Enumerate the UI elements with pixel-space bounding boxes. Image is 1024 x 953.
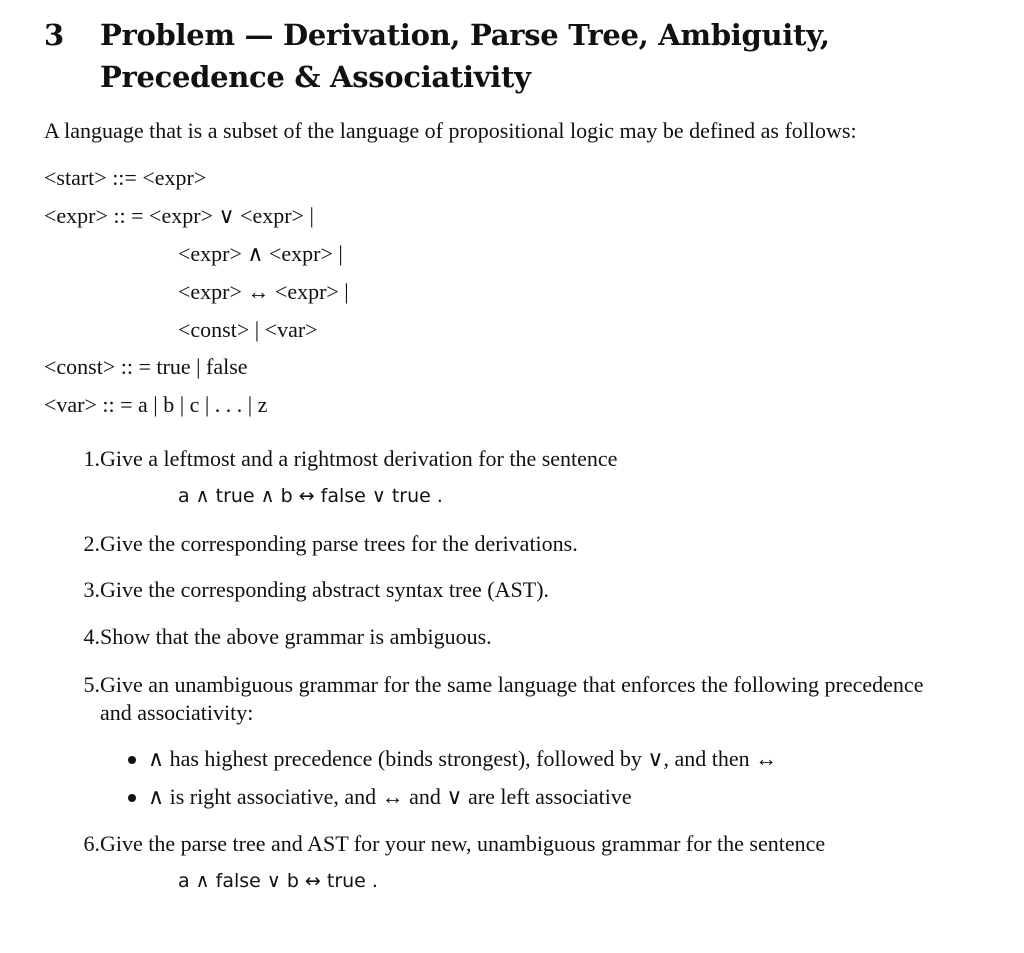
- intro-paragraph: A language that is a subset of the language of propositional logic may be defined as follows:: [44, 118, 857, 143]
- grammar-rule-expr-alt-iff: <expr> ↔ <expr> |: [178, 279, 349, 304]
- question-6-sentence: a ∧ false ∨ b ↔ true .: [178, 870, 378, 892]
- question-2: [70, 530, 970, 558]
- question-text: Give an unambiguous grammar for the same language that enforces the following precedence and associativity:: [100, 672, 924, 725]
- grammar-rule-expr-alt-and: <expr> ∧ <expr> |: [178, 241, 343, 266]
- grammar-rule-start: <start> ::= <expr>: [44, 165, 207, 190]
- grammar-rule-var: <var> :: = a | b | c | . . . | z: [44, 392, 268, 417]
- question-text: Give a leftmost and a rightmost derivation for the sentence: [100, 446, 618, 471]
- bullet-dot: [128, 794, 136, 802]
- question-text: Give the corresponding parse trees for the derivations.: [100, 531, 578, 556]
- question-marker: 5.: [83, 672, 100, 697]
- bullet-item: [128, 745, 948, 773]
- question-4: [70, 623, 970, 651]
- question-text: Give the corresponding abstract syntax tree (AST).: [100, 577, 550, 602]
- question-1-sentence: a ∧ true ∧ b ↔ false ∨ true .: [178, 485, 443, 507]
- question-marker: 2.: [83, 531, 100, 556]
- bullet-item: [128, 783, 948, 811]
- question-text: Give the parse tree and AST for your new, unambiguous grammar for the sentence: [100, 831, 826, 856]
- question-marker: 1.: [83, 446, 100, 471]
- question-5: [70, 671, 970, 727]
- question-marker: 4.: [83, 624, 100, 649]
- question-text: Show that the above grammar is ambiguous.: [100, 624, 492, 649]
- section-number: 3: [44, 18, 64, 52]
- question-marker: 3.: [83, 577, 100, 602]
- grammar-rule-expr-alt-const-var: <const> | <var>: [178, 317, 318, 342]
- question-6: [70, 830, 970, 858]
- grammar-rule-const: <const> :: = true | false: [44, 354, 248, 379]
- bullet-text: ∧ is right associative, and ↔ and ∨ are left associative: [148, 784, 632, 809]
- question-1: [70, 445, 970, 473]
- grammar-rule-expr: <expr> :: = <expr> ∨ <expr> |: [44, 203, 314, 228]
- bullet-dot: [128, 756, 136, 764]
- bullet-text: ∧ has highest precedence (binds strongest), followed by ∨, and then ↔: [148, 746, 778, 771]
- section-title: Problem — Derivation, Parse Tree, Ambiguity, Precedence & Associativity: [100, 18, 830, 94]
- question-3: [70, 576, 970, 604]
- question-marker: 6.: [83, 831, 100, 856]
